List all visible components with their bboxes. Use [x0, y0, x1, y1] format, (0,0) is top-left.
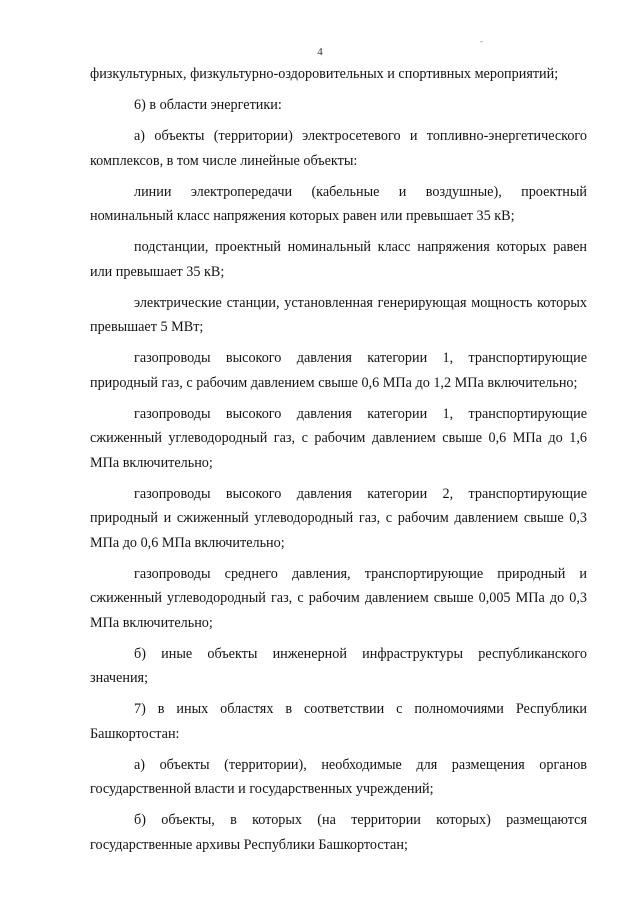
paragraph-power-lines: линии электропередачи (кабельные и воздушные), проектный номинальный класс напряжения которых равен или превышает 35 кВ; [90, 183, 587, 224]
paragraph-sports-events: физкультурных, физкультурно-оздоровительных и спортивных мероприятий; [90, 66, 559, 82]
paragraph-power-grid-objects: а) объекты (территории) электросетевого и топливно-энергетического комплексов, в том числе линейные объекты: [90, 128, 587, 169]
paragraph-gas-pipelines-cat1-natural: газопроводы высокого давления категории 1, транспортирующие природный газ, с рабочим давлением свыше 0,6 МПа до 1,2 МПа включительно; [90, 350, 587, 391]
paragraph-substations: подстанции, проектный номинальный класс напряжения которых равен или превышает 35 кВ; [90, 239, 587, 280]
paragraph-state-archives: б) объекты, в которых (на территории которых) размещаются государственные архивы Республики Башкортостан; [90, 812, 587, 853]
page-number: 4 [317, 46, 323, 58]
paragraph-government-bodies: а) объекты (территории), необходимые для размещения органов государственной власти и государственных учреждений; [90, 756, 587, 797]
document-body [90, 62, 587, 864]
paragraph-energy-section: 6) в области энергетики: [134, 97, 282, 113]
paragraph-gas-pipelines-cat1-lpg: газопроводы высокого давления категории 1, транспортирующие сжиженный углеводородный газ, с рабочим давлением свыше 0,6 МПа до 1,6 МПа включительно; [90, 405, 587, 471]
scan-mark: - [480, 36, 483, 46]
paragraph-gas-pipelines-cat2: газопроводы высокого давления категории 2, транспортирующие природный и сжиженный углеводородный газ, с рабочим давлением свыше 0,3 МПа до 0,6 МПа включительно; [90, 485, 587, 551]
paragraph-other-areas: 7) в иных областях в соответствии с полномочиями Республики Башкортостан: [90, 701, 587, 742]
paragraph-other-infrastructure: б) иные объекты инженерной инфраструктуры республиканского значения; [90, 645, 587, 686]
paragraph-power-stations: электрические станции, установленная генерирующая мощность которых превышает 5 МВт; [90, 294, 587, 335]
paragraph-gas-pipelines-medium: газопроводы среднего давления, транспортирующие природный и сжиженный углеводородный газ, с рабочим давлением свыше 0,005 МПа до 0,3 МПа включительно; [90, 565, 587, 631]
